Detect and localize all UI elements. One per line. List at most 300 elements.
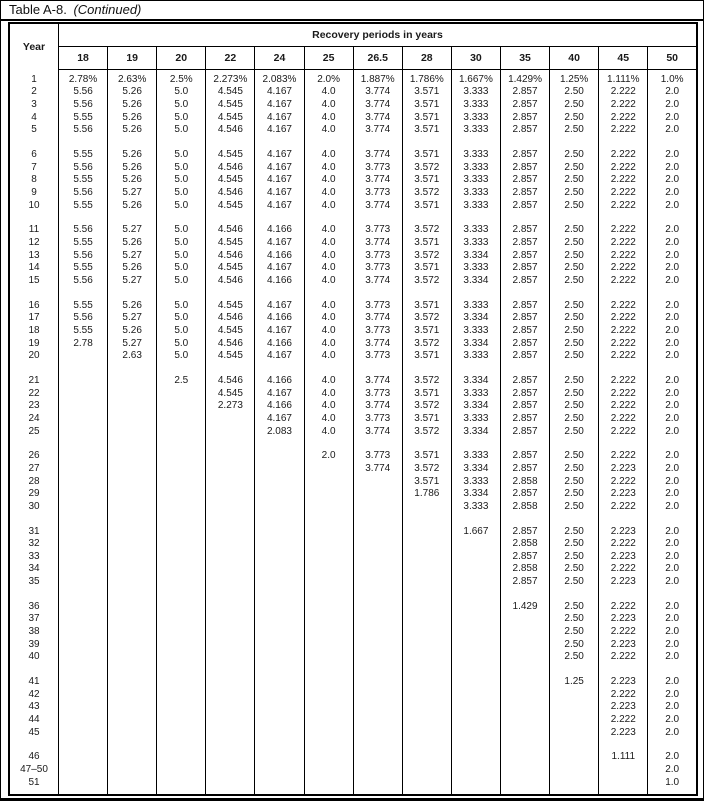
group-separator [9,588,697,600]
value-cell: 5.27 [108,275,157,288]
value-cell: 3.773 [353,450,402,463]
value-cell: 2.222 [599,450,648,463]
value-cell: 2.0 [648,262,697,275]
value-cell: 1.25 [550,676,599,689]
value-cell-empty [157,513,206,525]
year-cell: 14 [9,262,59,275]
year-cell: 41 [9,676,59,689]
value-cell [59,638,108,651]
value-cell: 4.0 [304,325,353,338]
value-cell: 4.167 [255,86,304,99]
value-cell: 2.50 [550,626,599,639]
table-row [9,174,697,187]
value-cell: 2.50 [550,638,599,651]
value-cell: 2.0 [648,337,697,350]
value-cell [157,488,206,501]
value-cell [304,688,353,701]
value-cell: 2.0% [304,74,353,87]
value-cell-empty [402,588,451,600]
value-cell [402,551,451,564]
value-cell [59,375,108,388]
value-cell [255,776,304,789]
table-title-main: Table A-8. [9,2,67,17]
value-cell: 2.50 [550,111,599,124]
value-cell: 2.50 [550,425,599,438]
value-cell [108,463,157,476]
value-cell [59,551,108,564]
value-cell: 2.50 [550,275,599,288]
value-cell: 2.857 [500,237,549,250]
value-cell [157,551,206,564]
value-cell: 5.55 [59,199,108,212]
value-cell [353,776,402,789]
value-cell-empty [599,212,648,224]
value-cell [59,400,108,413]
value-cell-empty [206,212,255,224]
value-cell [353,726,402,739]
value-cell [500,676,549,689]
value-cell: 3.333 [451,325,500,338]
col-header-25: 25 [304,47,353,69]
value-cell: 4.167 [255,413,304,426]
value-cell: 2.50 [550,375,599,388]
year-cell: 39 [9,638,59,651]
value-cell-empty [402,664,451,676]
value-cell [402,563,451,576]
value-cell [451,613,500,626]
header-row-group [9,23,697,47]
value-cell: 5.0 [157,99,206,112]
year-cell-empty [9,739,59,751]
table-row [9,714,697,727]
year-cell: 27 [9,463,59,476]
value-cell: 3.572 [402,337,451,350]
value-cell: 2.222 [599,400,648,413]
value-cell: 3.571 [402,299,451,312]
value-cell [108,613,157,626]
value-cell-empty [255,739,304,751]
value-cell [157,538,206,551]
value-cell: 2.857 [500,86,549,99]
value-cell: 2.0 [648,199,697,212]
value-cell: 2.222 [599,174,648,187]
value-cell: 2.222 [599,475,648,488]
value-cell: 4.545 [206,149,255,162]
col-header-18: 18 [59,47,108,69]
value-cell [255,651,304,664]
year-cell: 3 [9,99,59,112]
value-cell: 2.222 [599,86,648,99]
value-cell [500,726,549,739]
value-cell: 2.222 [599,161,648,174]
value-cell-empty [402,438,451,450]
value-cell-empty [304,739,353,751]
value-cell [206,551,255,564]
value-cell-empty [59,588,108,600]
value-cell [157,726,206,739]
value-cell: 3.571 [402,99,451,112]
value-cell-empty [255,664,304,676]
value-cell [451,600,500,613]
value-cell: 3.773 [353,413,402,426]
value-cell: 2.0 [648,275,697,288]
value-cell-empty [304,287,353,299]
value-cell-empty [206,438,255,450]
value-cell: 2.857 [500,463,549,476]
value-cell: 4.0 [304,387,353,400]
year-cell: 24 [9,413,59,426]
value-cell [402,651,451,664]
value-cell [451,651,500,664]
table-row [9,676,697,689]
value-cell: 3.774 [353,275,402,288]
table-row [9,275,697,288]
value-cell: 2.083% [255,74,304,87]
col-header-35: 35 [500,47,549,69]
value-cell: 5.0 [157,262,206,275]
value-cell [451,701,500,714]
recovery-periods-header: Recovery periods in years [59,23,698,47]
table-row [9,638,697,651]
value-cell: 2.50 [550,387,599,400]
value-cell-empty [353,438,402,450]
value-cell: 2.0 [648,187,697,200]
value-cell [550,776,599,789]
value-cell [157,576,206,589]
value-cell [402,600,451,613]
value-cell [353,613,402,626]
value-cell [59,463,108,476]
value-cell: 4.166 [255,249,304,262]
value-cell-empty [59,664,108,676]
value-cell [108,425,157,438]
value-cell: 2.857 [500,551,549,564]
value-cell: 5.27 [108,312,157,325]
value-cell: 2.273% [206,74,255,87]
value-cell [108,638,157,651]
value-cell [157,463,206,476]
value-cell: 4.0 [304,312,353,325]
value-cell: 1.0% [648,74,697,87]
value-cell: 4.0 [304,249,353,262]
value-cell: 5.56 [59,224,108,237]
value-cell [206,613,255,626]
value-cell [402,626,451,639]
value-cell [353,538,402,551]
year-cell: 23 [9,400,59,413]
value-cell [353,676,402,689]
value-cell: 4.0 [304,400,353,413]
value-cell: 5.0 [157,174,206,187]
value-cell [157,764,206,777]
value-cell: 2.223 [599,488,648,501]
value-cell [451,551,500,564]
value-cell-empty [451,790,500,795]
value-cell: 2.50 [550,174,599,187]
value-cell [255,488,304,501]
value-cell: 2.78 [59,337,108,350]
value-cell: 2.0 [648,726,697,739]
value-cell [402,538,451,551]
value-cell [451,638,500,651]
value-cell [108,626,157,639]
value-cell: 2.858 [500,538,549,551]
table-row [9,726,697,739]
value-cell: 2.857 [500,199,549,212]
value-cell: 3.333 [451,161,500,174]
col-header-26.5: 26.5 [353,47,402,69]
value-cell: 2.50 [550,501,599,514]
value-cell: 5.26 [108,161,157,174]
value-cell-empty [648,513,697,525]
value-cell [206,751,255,764]
value-cell [500,751,549,764]
table-row [9,199,697,212]
value-cell [304,488,353,501]
value-cell [402,701,451,714]
value-cell [157,450,206,463]
value-cell-empty [451,363,500,375]
value-cell: 2.0 [648,688,697,701]
value-cell: 2.857 [500,262,549,275]
year-cell-empty [9,287,59,299]
value-cell [108,501,157,514]
group-separator [9,664,697,676]
value-cell [304,626,353,639]
value-cell [255,701,304,714]
value-cell: 3.333 [451,262,500,275]
value-cell-empty [157,287,206,299]
value-cell: 3.571 [402,111,451,124]
year-cell-empty [9,513,59,525]
value-cell-empty [108,513,157,525]
value-cell: 2.223 [599,463,648,476]
value-cell: 4.545 [206,99,255,112]
value-cell: 4.545 [206,387,255,400]
value-cell: 4.0 [304,337,353,350]
value-cell [206,525,255,538]
value-cell: 1.25% [550,74,599,87]
value-cell: 3.333 [451,350,500,363]
value-cell [59,676,108,689]
value-cell: 2.63 [108,350,157,363]
value-cell: 2.857 [500,312,549,325]
value-cell [206,638,255,651]
value-cell: 2.0 [648,174,697,187]
value-cell: 2.0 [648,312,697,325]
group-separator [9,363,697,375]
value-cell [157,676,206,689]
value-cell [255,538,304,551]
table-row [9,187,697,200]
value-cell [550,751,599,764]
value-cell: 2.0 [648,124,697,137]
value-cell [108,475,157,488]
value-cell-empty [648,739,697,751]
col-header-22: 22 [206,47,255,69]
year-cell: 2 [9,86,59,99]
value-cell-empty [500,739,549,751]
value-cell: 5.27 [108,187,157,200]
value-cell [255,563,304,576]
value-cell-empty [353,739,402,751]
value-cell [108,764,157,777]
value-cell: 3.774 [353,375,402,388]
value-cell: 5.55 [59,174,108,187]
value-cell: 5.0 [157,350,206,363]
value-cell: 2.222 [599,124,648,137]
value-cell: 2.857 [500,249,549,262]
table-row [9,124,697,137]
value-cell [59,776,108,789]
value-cell: 2.0 [648,701,697,714]
value-cell [353,576,402,589]
value-cell [59,525,108,538]
value-cell: 5.55 [59,299,108,312]
value-cell: 3.571 [402,262,451,275]
value-cell: 4.166 [255,224,304,237]
value-cell: 2.50 [550,149,599,162]
year-cell: 1 [9,74,59,87]
value-cell [304,551,353,564]
value-cell: 4.0 [304,375,353,388]
value-cell [304,638,353,651]
value-cell: 5.56 [59,99,108,112]
group-separator [9,212,697,224]
value-cell: 2.222 [599,714,648,727]
value-cell: 3.572 [402,187,451,200]
value-cell-empty [500,438,549,450]
year-cell: 18 [9,325,59,338]
value-cell: 4.545 [206,111,255,124]
value-cell [304,751,353,764]
value-cell-empty [451,664,500,676]
value-cell: 5.56 [59,161,108,174]
value-cell: 1.786 [402,488,451,501]
value-cell [500,651,549,664]
value-cell: 4.166 [255,337,304,350]
value-cell [255,688,304,701]
value-cell: 4.546 [206,161,255,174]
value-cell: 2.50 [550,551,599,564]
value-cell: 2.222 [599,249,648,262]
value-cell [500,701,549,714]
value-cell: 3.571 [402,387,451,400]
value-cell [599,776,648,789]
value-cell: 4.0 [304,237,353,250]
value-cell: 4.166 [255,400,304,413]
value-cell [59,651,108,664]
value-cell: 4.545 [206,237,255,250]
year-cell: 30 [9,501,59,514]
year-cell: 6 [9,149,59,162]
value-cell-empty [353,287,402,299]
value-cell-empty [59,287,108,299]
value-cell [108,450,157,463]
value-cell-empty [648,438,697,450]
value-cell: 3.774 [353,425,402,438]
value-cell: 2.222 [599,99,648,112]
value-cell: 5.26 [108,86,157,99]
value-cell: 2.222 [599,237,648,250]
value-cell [108,688,157,701]
value-cell-empty [451,438,500,450]
value-cell: 1.667% [451,74,500,87]
value-cell [255,501,304,514]
value-cell: 3.774 [353,400,402,413]
value-cell [108,726,157,739]
value-cell [206,488,255,501]
value-cell-empty [304,588,353,600]
value-cell: 5.55 [59,149,108,162]
value-cell: 3.571 [402,124,451,137]
value-cell-empty [599,664,648,676]
value-cell: 2.0 [648,525,697,538]
value-cell [304,525,353,538]
value-cell [157,413,206,426]
value-cell: 2.0 [648,463,697,476]
value-cell [206,563,255,576]
value-cell [157,613,206,626]
value-cell-empty [402,212,451,224]
value-cell-empty [108,588,157,600]
value-cell: 3.333 [451,187,500,200]
value-cell: 3.334 [451,463,500,476]
value-cell: 3.572 [402,224,451,237]
value-cell: 3.774 [353,86,402,99]
year-cell: 32 [9,538,59,551]
value-cell [402,576,451,589]
value-cell [500,613,549,626]
col-header-24: 24 [255,47,304,69]
value-cell: 2.0 [648,538,697,551]
value-cell: 3.774 [353,463,402,476]
table-title [9,2,141,18]
value-cell [550,714,599,727]
value-cell [353,626,402,639]
value-cell-empty [157,137,206,149]
value-cell-empty [550,212,599,224]
value-cell [59,563,108,576]
value-cell: 2.223 [599,726,648,739]
value-cell: 2.0 [648,450,697,463]
value-cell: 4.0 [304,199,353,212]
value-cell [353,488,402,501]
value-cell-empty [255,212,304,224]
value-cell: 5.0 [157,187,206,200]
value-cell: 5.56 [59,187,108,200]
value-cell-empty [255,438,304,450]
year-cell-empty [9,363,59,375]
value-cell: 4.167 [255,124,304,137]
value-cell [550,688,599,701]
value-cell: 5.56 [59,86,108,99]
value-cell: 3.774 [353,174,402,187]
value-cell: 3.774 [353,111,402,124]
value-cell: 2.0 [648,299,697,312]
value-cell [255,751,304,764]
value-cell: 4.545 [206,262,255,275]
value-cell [304,613,353,626]
value-cell [157,525,206,538]
value-cell [59,688,108,701]
value-cell: 2.222 [599,563,648,576]
value-cell: 2.0 [648,400,697,413]
table-row [9,576,697,589]
value-cell [108,525,157,538]
value-cell-empty [648,588,697,600]
value-cell [59,350,108,363]
